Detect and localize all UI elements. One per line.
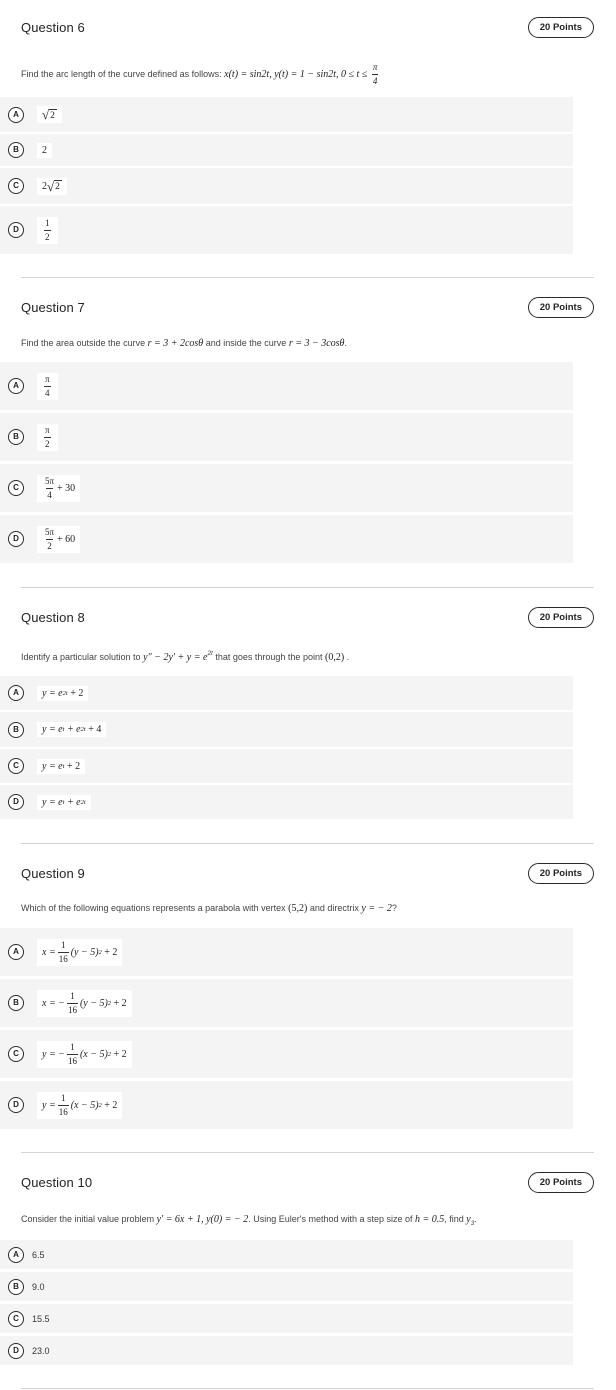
option-text: 15.5: [32, 1313, 50, 1324]
option-math: x = − $\frac{1}{16}$ (y − 5) 2 + 2: [37, 990, 132, 1017]
question-title: Question 8: [21, 610, 85, 625]
option-math: y = e t + 2: [37, 759, 85, 774]
question-header: [21, 17, 594, 39]
option-math: 2 √ 2: [37, 178, 67, 195]
option-math: 2: [37, 143, 52, 158]
option-d[interactable]: [0, 515, 573, 563]
points-badge: 20 Points: [528, 1172, 594, 1193]
option-c[interactable]: [0, 464, 573, 512]
prompt-fraction: $\frac{\pi}{4}$: [372, 62, 378, 86]
option-c[interactable]: [0, 1304, 573, 1333]
option-a[interactable]: [0, 928, 573, 976]
fraction: $\frac{1}{16}$: [58, 939, 68, 964]
question-10: [21, 1172, 594, 1227]
option-letter-badge: D: [8, 1097, 24, 1113]
option-math: [37, 106, 62, 123]
option-letter-badge: D: [8, 1343, 24, 1359]
fraction: $\frac{1}{16}$: [58, 1092, 68, 1117]
option-text: 6.5: [32, 1249, 45, 1260]
option-letter-badge: C: [8, 1046, 24, 1062]
fraction: $\frac{1}{2}$: [45, 217, 50, 242]
option-a[interactable]: [0, 676, 573, 710]
option-letter-badge: C: [8, 480, 24, 496]
question-prompt: Which of the following equations represents a parabola with vertex (5,2) and directrix y = − 2?: [21, 903, 397, 914]
option-a[interactable]: [0, 1240, 573, 1269]
points-badge: 20 Points: [528, 297, 594, 318]
option-letter-badge: A: [8, 685, 24, 701]
points-badge: 20 Points: [528, 17, 594, 38]
question-divider: [21, 1152, 594, 1153]
option-math: y = e t + e 2t: [37, 795, 91, 810]
fraction: $\frac{5\pi}{2}$: [45, 526, 55, 551]
option-b[interactable]: [0, 712, 573, 747]
prompt-math: x(t) = sin2t, y(t) = 1 − sin2t, 0 ≤ t ≤: [224, 68, 368, 80]
option-math: x = $\frac{1}{16}$ (y − 5) 2 + 2: [37, 939, 122, 966]
sqrt-expression: √ 2: [47, 178, 60, 194]
question-6: [21, 17, 594, 86]
fraction: $\frac{\pi}{2}$: [45, 424, 50, 449]
option-math: $\frac{5\pi}{2}$ + 60: [37, 526, 80, 553]
option-letter-badge: D: [8, 531, 24, 547]
question-title: Question 7: [21, 300, 85, 315]
question-divider: [21, 1388, 594, 1389]
fraction: $\frac{\pi}{4}$: [45, 373, 50, 398]
option-b[interactable]: [0, 1272, 573, 1301]
option-letter-badge: B: [8, 429, 24, 445]
option-math: [37, 424, 58, 451]
option-d[interactable]: [0, 785, 573, 819]
option-letter-badge: C: [8, 758, 24, 774]
question-prompt: Find the area outside the curve r = 3 + 2cosθ and inside the curve r = 3 − 3cosθ.: [21, 338, 347, 349]
option-a[interactable]: [0, 362, 573, 410]
option-math: y = − $\frac{1}{16}$ (x − 5) 2 + 2: [37, 1041, 132, 1068]
question-9: [21, 863, 594, 914]
option-letter-badge: B: [8, 995, 24, 1011]
fraction: $\frac{5\pi}{4}$: [45, 475, 55, 500]
option-letter-badge: B: [8, 142, 24, 158]
option-letter-badge: C: [8, 178, 24, 194]
points-badge: 20 Points: [528, 607, 594, 628]
option-c[interactable]: [0, 1030, 573, 1078]
option-d[interactable]: [0, 1081, 573, 1129]
question-header: [21, 863, 594, 885]
question-title: Question 10: [21, 1175, 93, 1190]
question-header: [21, 1172, 594, 1194]
question-title: Question 6: [21, 20, 85, 35]
question-divider: [21, 587, 594, 588]
option-b[interactable]: [0, 134, 573, 166]
question-header: [21, 607, 594, 629]
option-letter-badge: B: [8, 1279, 24, 1295]
question-7: [21, 297, 594, 349]
option-math: $\frac{5\pi}{4}$ + 30: [37, 475, 80, 502]
option-math: y = e 2t + 2: [37, 686, 88, 701]
option-letter-badge: A: [8, 107, 24, 123]
question-divider: [21, 843, 594, 844]
option-letter-badge: A: [8, 1247, 24, 1263]
question-8: [21, 607, 594, 663]
option-letter-badge: A: [8, 378, 24, 394]
points-badge: 20 Points: [528, 863, 594, 884]
option-c[interactable]: [0, 168, 573, 204]
fraction: $\frac{1}{16}$: [67, 1041, 77, 1066]
option-letter-badge: C: [8, 1311, 24, 1327]
option-math: y = e t + e 2t + 4: [37, 722, 106, 737]
option-math: [37, 373, 58, 400]
option-letter-badge: B: [8, 722, 24, 738]
question-divider: [21, 277, 594, 278]
option-letter-badge: D: [8, 794, 24, 810]
option-text: 23.0: [32, 1345, 50, 1356]
question-title: Question 9: [21, 866, 85, 881]
fraction: $\frac{1}{16}$: [67, 990, 77, 1015]
option-text: 9.0: [32, 1281, 45, 1292]
question-prompt: Consider the initial value problem y' = 6x + 1, y(0) = − 2. Using Euler's method with a step size of h = 0.5, find $y_3$.: [21, 1214, 477, 1227]
option-letter-badge: A: [8, 944, 24, 960]
question-header: [21, 297, 594, 319]
option-d[interactable]: [0, 206, 573, 254]
option-math: [37, 217, 58, 244]
sqrt-expression: √ 2: [42, 107, 55, 122]
option-c[interactable]: [0, 749, 573, 783]
question-prompt: Find the arc length of the curve defined as follows: x(t) = sin2t, y(t) = 1 − sin2t, 0 ≤ t ≤ $\frac{\pi}{4}$: [21, 62, 378, 86]
option-a[interactable]: [0, 97, 573, 132]
option-b[interactable]: [0, 979, 573, 1027]
option-math: y = $\frac{1}{16}$ (x − 5) 2 + 2: [37, 1092, 122, 1119]
option-d[interactable]: [0, 1336, 573, 1365]
option-b[interactable]: [0, 413, 573, 461]
option-letter-badge: D: [8, 222, 24, 238]
question-prompt: Identify a particular solution to y" − $2y' + y = e^{2t}$ that goes through the point (0,2) .: [21, 650, 350, 663]
